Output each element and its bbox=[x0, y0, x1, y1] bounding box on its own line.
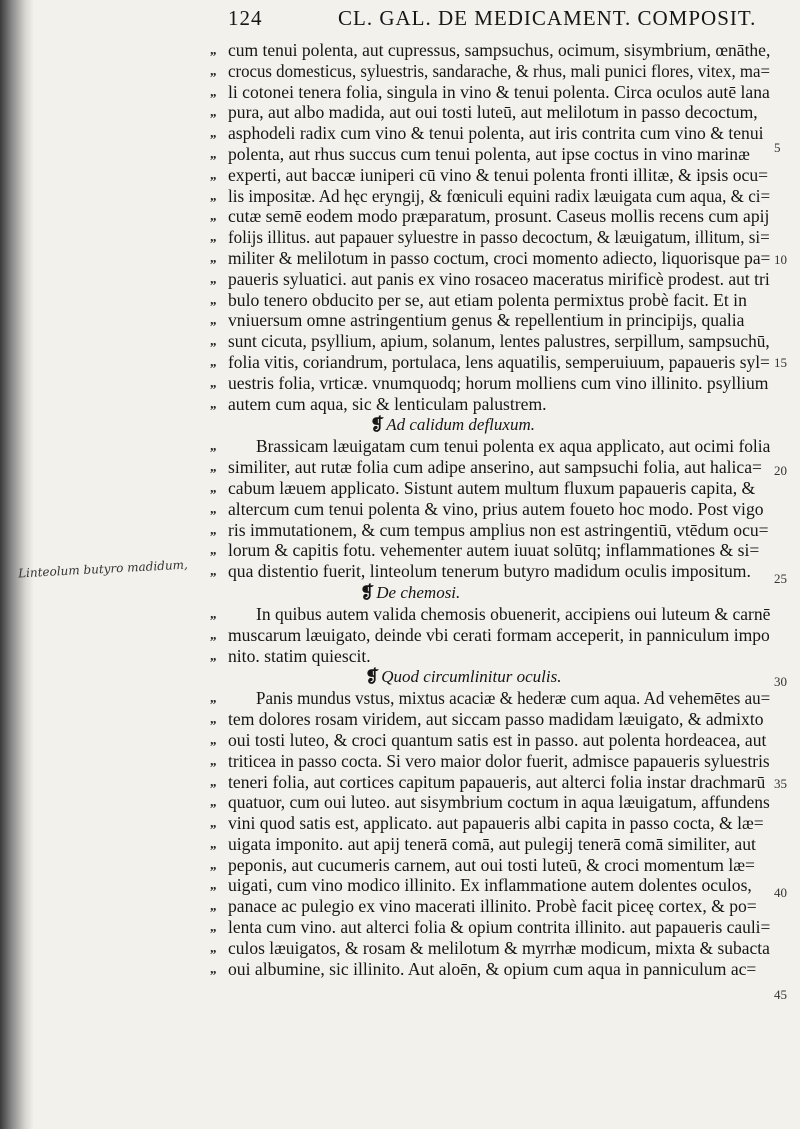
quotation-mark: „ bbox=[210, 919, 216, 935]
text-line bbox=[210, 186, 770, 207]
page-header bbox=[228, 6, 768, 34]
quotation-mark: „ bbox=[210, 208, 216, 224]
section-heading-text: Ad calidum defluxum. bbox=[386, 415, 535, 435]
text-line bbox=[210, 61, 770, 82]
book-spine-shadow bbox=[0, 0, 34, 1129]
line-number: 15 bbox=[774, 355, 787, 370]
line-text: asphodeli radix cum vino & tenui polenta, aut iris contrita cum vino & tenui bbox=[228, 123, 764, 144]
line-text: cutæ semē eodem modo præparatum, prosunt. Caseus mollis recens cum apij bbox=[228, 206, 770, 227]
text-line bbox=[210, 206, 770, 227]
quotation-mark: „ bbox=[210, 626, 216, 642]
quotation-mark: „ bbox=[210, 711, 216, 727]
text-line bbox=[210, 269, 770, 290]
quotation-mark: „ bbox=[210, 459, 216, 475]
line-text: autem cum aqua, sic & lenticulam palustrem. bbox=[228, 393, 547, 414]
text-line bbox=[210, 688, 770, 709]
text-line bbox=[210, 875, 770, 896]
pilcrow-icon: ❡ bbox=[360, 582, 375, 602]
quotation-mark: „ bbox=[210, 835, 216, 851]
text-line bbox=[210, 834, 770, 855]
line-text: experti, aut baccæ iuniperi cū vino & tenui polenta fronti illitæ, & ipsis ocu= bbox=[228, 164, 769, 185]
page-number: 124 bbox=[228, 6, 263, 30]
line-number: 40 bbox=[774, 885, 787, 900]
text-line bbox=[210, 499, 770, 520]
quotation-mark: „ bbox=[210, 731, 216, 747]
quotation-mark: „ bbox=[210, 83, 216, 99]
text-line bbox=[210, 792, 770, 813]
line-text: uigati, cum vino modico illinito. Ex inflammatione autem dolentes oculos, bbox=[228, 875, 752, 896]
line-text: culos læuigatos, & rosam & melilotum & myrrhæ modicum, mixta & subacta bbox=[228, 937, 770, 958]
line-text: oui albumine, sic illinito. Aut aloēn, & opium cum aqua in panniculum ac= bbox=[228, 958, 757, 979]
line-text: paueris syluatici. aut panis ex vino rosaceo maceratus mirificè prodest. aut tri bbox=[228, 268, 770, 289]
text-line bbox=[210, 478, 770, 499]
line-text: quatuor, cum oui luteo. aut sisymbrium coctum in aqua læuigatum, affundens bbox=[228, 792, 770, 813]
section-heading-text: De chemosi. bbox=[376, 582, 461, 602]
line-number: 25 bbox=[774, 571, 787, 586]
text-line bbox=[210, 457, 770, 478]
section-heading bbox=[210, 666, 770, 688]
line-text: triticea in passo cocta. Si vero maior dolor fuerit, admisce papaueris syluestris bbox=[228, 750, 770, 771]
quotation-mark: „ bbox=[210, 374, 216, 390]
quotation-mark: „ bbox=[210, 353, 216, 369]
line-number: 20 bbox=[774, 463, 787, 478]
main-text-block bbox=[210, 40, 770, 979]
quotation-mark: „ bbox=[210, 856, 216, 872]
text-line bbox=[210, 394, 770, 415]
line-text: vini quod satis est, applicato. aut papaueris albi capita in passo cocta, & læ= bbox=[228, 813, 764, 834]
text-line bbox=[210, 751, 770, 772]
quotation-mark: „ bbox=[210, 229, 216, 245]
line-text: ris immutationem, & cum tempus amplius non est astringentiū, vtēdum ocu= bbox=[228, 519, 769, 540]
line-number: 35 bbox=[774, 776, 787, 791]
text-line bbox=[210, 290, 770, 311]
quotation-mark: „ bbox=[210, 249, 216, 265]
line-number: 5 bbox=[774, 140, 781, 155]
line-text: lenta cum vino. aut alterci folia & opium contrita illinito. aut papaueris cauli= bbox=[228, 917, 771, 938]
line-text: uestris folia, vrticæ. vnumquodq; horum molliens cum vino illinito. psyllium bbox=[228, 372, 769, 393]
text-line bbox=[210, 938, 770, 959]
quotation-mark: „ bbox=[210, 42, 216, 57]
quotation-mark: „ bbox=[210, 312, 216, 328]
quotation-mark: „ bbox=[210, 521, 216, 537]
quotation-mark: „ bbox=[210, 500, 216, 516]
pilcrow-icon: ❡ bbox=[370, 415, 385, 435]
text-line bbox=[210, 959, 770, 980]
quotation-mark: „ bbox=[210, 815, 216, 831]
text-line bbox=[210, 772, 770, 793]
quotation-mark: „ bbox=[210, 898, 216, 914]
section-heading-text: Quod circumlinitur oculis. bbox=[381, 667, 562, 687]
line-text: li cotonei tenera folia, singula in vino & tenui polenta. Circa oculos autē lana bbox=[228, 81, 770, 102]
text-line bbox=[210, 144, 770, 165]
text-line bbox=[210, 540, 770, 561]
text-line bbox=[210, 331, 770, 352]
line-text: nito. statim quiescit. bbox=[228, 645, 371, 666]
text-line bbox=[210, 896, 770, 917]
line-text: lis impositæ. Ad hęc eryngij, & fœniculi equini radix læuigata cum aqua, & ci= bbox=[228, 185, 771, 206]
text-line bbox=[210, 123, 770, 144]
line-text: folijs illitus. aut papauer syluestre in passo decoctum, & læuigatum, illitum, si= bbox=[228, 227, 770, 248]
line-text: altercum cum tenui polenta & vino, prius autem foueto hoc modo. Post vigo bbox=[228, 498, 764, 519]
line-text: panace ac pulegio ex vino macerati illinito. Probè facit piceę cortex, & po= bbox=[228, 896, 757, 917]
text-line bbox=[210, 40, 770, 61]
pilcrow-icon: ❡ bbox=[365, 667, 380, 687]
line-text: folia vitis, coriandrum, portulaca, lens aquatilis, semperuiuum, papaueris syl= bbox=[228, 351, 770, 372]
running-title: CL. GAL. DE MEDICAMENT. COMPOSIT. bbox=[338, 6, 757, 30]
text-line bbox=[210, 855, 770, 876]
text-line bbox=[210, 310, 770, 331]
quotation-mark: „ bbox=[210, 542, 216, 558]
line-number: 10 bbox=[774, 252, 787, 267]
quotation-mark: „ bbox=[210, 187, 216, 203]
handwritten-margin-note: Linteolum butyro madidum, bbox=[17, 557, 189, 581]
quotation-mark: „ bbox=[210, 104, 216, 120]
quotation-mark: „ bbox=[210, 125, 216, 141]
line-text: sunt cicuta, psyllium, apium, solanum, lentes palustres, serpillum, sampsuchū, bbox=[228, 331, 770, 352]
text-line bbox=[210, 227, 770, 248]
quotation-mark: „ bbox=[210, 333, 216, 349]
section-heading bbox=[210, 414, 770, 436]
quotation-mark: „ bbox=[210, 877, 216, 893]
quotation-mark: „ bbox=[210, 291, 216, 307]
text-line bbox=[210, 102, 770, 123]
quotation-mark: „ bbox=[210, 605, 216, 621]
line-text: uigata imponito. aut apij tenerā comā, aut pulegij tenerā comā similiter, aut bbox=[228, 833, 756, 854]
line-text: In quibus autem valida chemosis obuenerit, accipiens oui luteum & carnē bbox=[256, 603, 771, 624]
line-text: lorum & capitis fotu. vehementer autem iuuat solūtq; inflammationes & si= bbox=[228, 540, 760, 561]
text-line bbox=[210, 813, 770, 834]
line-text: tem dolores rosam viridem, aut siccam passo madidam læuigato, & admixto bbox=[228, 709, 764, 730]
line-number: 45 bbox=[774, 987, 787, 1002]
text-line bbox=[210, 604, 770, 625]
line-text: cabum læuem applicato. Sistunt autem multum fluxum papaueris capita, & bbox=[228, 477, 756, 498]
quotation-mark: „ bbox=[210, 752, 216, 768]
quotation-mark: „ bbox=[210, 647, 216, 663]
text-line bbox=[210, 373, 770, 394]
quotation-mark: „ bbox=[210, 773, 216, 789]
line-text: polenta, aut rhus succus cum tenui polenta, aut ipse coctus in vino marinæ bbox=[228, 143, 750, 164]
text-line bbox=[210, 352, 770, 373]
quotation-mark: „ bbox=[210, 479, 216, 495]
line-text: teneri folia, aut cortices capitum papaueris, aut alterci folia instar drachmarū bbox=[228, 771, 766, 792]
line-text: peponis, aut cucumeris carnem, aut oui tosti luteū, & croci momentum læ= bbox=[228, 854, 755, 875]
quotation-mark: „ bbox=[210, 794, 216, 810]
line-text: muscarum læuigato, deinde vbi cerati formam acceperit, in panniculum impo bbox=[228, 624, 770, 645]
line-text: oui tosti luteo, & croci quantum satis est in passo. aut polenta hordeacea, aut bbox=[228, 729, 767, 750]
line-number: 30 bbox=[774, 674, 787, 689]
text-line bbox=[210, 625, 770, 646]
quotation-mark: „ bbox=[210, 270, 216, 286]
text-line bbox=[210, 730, 770, 751]
text-line bbox=[210, 561, 770, 582]
quotation-mark: „ bbox=[210, 145, 216, 161]
text-line bbox=[210, 709, 770, 730]
line-text: Brassicam læuigatam cum tenui polenta ex aqua applicato, aut ocimi folia bbox=[256, 436, 771, 457]
line-text: cum tenui polenta, aut cupressus, sampsuchus, ocimum, sisymbrium, œnāthe, bbox=[228, 40, 771, 60]
text-line bbox=[210, 82, 770, 103]
text-line bbox=[210, 917, 770, 938]
line-text: crocus domesticus, syluestris, sandarache, & rhus, mali punici flores, vitex, ma= bbox=[228, 60, 770, 81]
quotation-mark: „ bbox=[210, 939, 216, 955]
line-text: vniuersum omne astringentium genus & repellentium in principijs, qualia bbox=[228, 310, 745, 331]
line-text: similiter, aut rutæ folia cum adipe anserino, aut sampsuchi folia, aut halica= bbox=[228, 457, 762, 478]
line-text: bulo tenero obducito per se, aut etiam polenta permixtus probè facit. Et in bbox=[228, 289, 747, 310]
text-line bbox=[210, 165, 770, 186]
quotation-mark: „ bbox=[210, 438, 216, 454]
line-text: pura, aut albo madida, aut oui tosti luteū, aut melilotum in passo decoctum, bbox=[228, 102, 758, 123]
line-text: Panis mundus vstus, mixtus acaciæ & hederæ cum aqua. Ad vehemētes au= bbox=[256, 688, 771, 709]
quotation-mark: „ bbox=[210, 395, 216, 411]
quotation-mark: „ bbox=[210, 166, 216, 182]
quotation-mark: „ bbox=[210, 563, 216, 579]
section-heading bbox=[210, 582, 770, 604]
text-line bbox=[210, 436, 770, 457]
line-text: qua distentio fuerit, linteolum tenerum butyro madidum oculis impositum. bbox=[228, 561, 751, 582]
line-text: militer & melilotum in passo coctum, croci momento adiecto, liquorisque pa= bbox=[228, 247, 771, 268]
text-line bbox=[210, 520, 770, 541]
quotation-mark: „ bbox=[210, 960, 216, 976]
quotation-mark: „ bbox=[210, 62, 216, 78]
text-line bbox=[210, 248, 770, 269]
text-line bbox=[210, 646, 770, 667]
quotation-mark: „ bbox=[210, 690, 216, 706]
